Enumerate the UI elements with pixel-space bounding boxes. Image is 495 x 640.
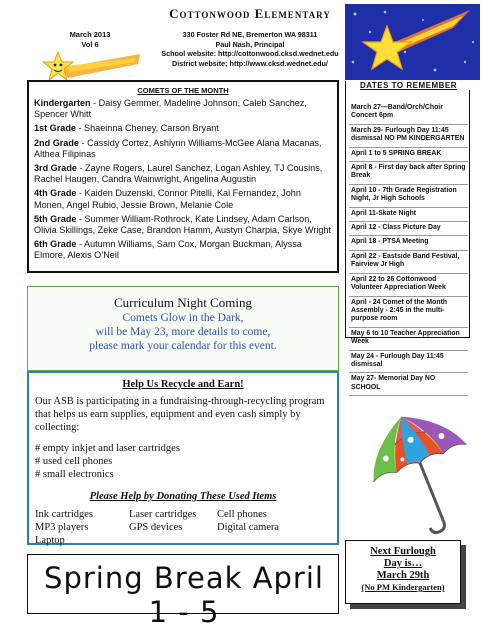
recycle-item: # used cell phones bbox=[35, 456, 113, 467]
comets-of-the-month-box bbox=[27, 80, 339, 273]
grade-entry: 3rd Grade - Zayne Rogers, Laurel Sanchez, Logan Ashley, TJ Cousins, Rachel Haugen, Candra Wainwright, Angelina Augustin bbox=[34, 163, 323, 185]
furlough-line: March 29th bbox=[376, 570, 430, 581]
furlough-line: (No PM Kindergarten) bbox=[361, 582, 445, 592]
curriculum-night-box bbox=[27, 286, 339, 371]
donate-row: MP3 players GPS devices Digital camera bbox=[35, 522, 280, 533]
curriculum-title: Curriculum Night Coming bbox=[114, 295, 252, 310]
date-item: April - 24 Comet of the Month Assembly - 2:45 in the multi-purpose room bbox=[349, 297, 468, 328]
date-item: April 11-Skate Night bbox=[349, 208, 468, 222]
issue-date: March 2013 Vol 6 bbox=[69, 30, 111, 49]
furlough-line: Day is… bbox=[383, 558, 423, 569]
grade-entry: 1st Grade - Shaeinna Cheney, Carson Bryant bbox=[34, 123, 219, 134]
grade-entry: 6th Grade - Autumn Williams, Sam Cox, Morgan Buckman, Alyssa Elmore, Alexis O’Neil bbox=[34, 239, 302, 261]
grade-entry: Kindergarten - Daisy Gemmer, Madeline Johnson, Caleb Sanchez, Spencer Whitt bbox=[34, 98, 307, 120]
date-item: March 29- Furlough Day 11:45 dismissal NO PM KINDERGARTEN bbox=[349, 125, 468, 148]
shooting-star-icon bbox=[345, 2, 480, 80]
donate-row: Ink cartridges Laser cartridges Cell phones bbox=[35, 509, 267, 520]
dates-to-remember-box bbox=[345, 81, 470, 391]
date-item: April 1 to 5 SPRING BREAK bbox=[349, 148, 468, 162]
date-item: April 22 to 26 Cottonwood Volunteer Appreciation Week bbox=[349, 274, 468, 297]
spring-break-text: Spring Break April 1 - 5 bbox=[44, 561, 324, 629]
grade-entry: 5th Grade - Summer William-Rothrock, Kate Lindsey, Adam Carlson, Olivia Skillings, Zeke Case, Brandon Hamm, Austyn Charpia, Skye Wright bbox=[34, 213, 332, 236]
recycle-box bbox=[27, 371, 339, 545]
grade-entry: 4th Grade - Kaiden Duzenski, Connor Pitelli, Kai Fernandez, John Monen, Angel Rubio, Jessie Brown, Melanie Cole bbox=[34, 188, 301, 210]
recycle-item: # empty inkjet and laser cartridges bbox=[35, 443, 180, 454]
school-name: Cottonwood Elementary bbox=[169, 6, 331, 21]
date-item: May 24 - Furlough Day 11:45 dismissal bbox=[349, 351, 468, 374]
date-item: April 8 - First day back after Spring Break bbox=[349, 162, 468, 185]
donate-row: Laptop bbox=[35, 535, 65, 546]
furlough-line: Next Furlough bbox=[370, 546, 436, 557]
date-item: April 12 - Class Picture Day bbox=[349, 222, 468, 236]
comets-title: COMETS OF THE MONTH bbox=[137, 86, 229, 95]
curriculum-line: please mark your calendar for this event. bbox=[89, 340, 277, 352]
grade-entry: 2nd Grade - Cassidy Cortez, Ashlynn Williams-McGee Alana Macanas, Althea Filipinas bbox=[34, 137, 322, 159]
date-item: April 22 - Eastside Band Festival, Fairview Jr High bbox=[349, 251, 468, 274]
date-item: March 27—Band/Orch/Choir Concert 6pm bbox=[349, 102, 468, 125]
date-item: April 10 - 7th Grade Registration Night, Jr High Schools bbox=[349, 185, 468, 208]
date-item: May 27- Memorial Day NO SCHOOL bbox=[349, 373, 468, 396]
furlough-box bbox=[345, 540, 461, 604]
curriculum-line: Comets Glow in the Dark, bbox=[122, 312, 244, 324]
recycle-item: # small electronics bbox=[35, 469, 114, 480]
recycle-title: Help Us Recycle and Earn! bbox=[122, 379, 244, 390]
donate-title: Please Help by Donating These Used Items bbox=[89, 491, 277, 502]
spring-break-banner bbox=[27, 554, 339, 629]
curriculum-line: will be May 23, more details to come, bbox=[95, 326, 271, 338]
umbrella-icon bbox=[360, 408, 480, 538]
date-item: May 6 to 10 Teacher Appreciation Week bbox=[349, 328, 468, 351]
recycle-body: Our ASB is participating in a fundraising-through-recycling program that helps us earn supplies, equipment and even cash simply by collecting: bbox=[35, 396, 325, 433]
date-item: April 18 - PTSA Meeting bbox=[349, 236, 468, 250]
dates-title: DATES TO REMEMBER bbox=[346, 81, 471, 90]
school-info: 330 Foster Rd NE, Bremerton WA 98311 Paul Nash, Principal School website: http://cottonwood.cksd.wednet.edu District website; http://www.cksd.wednet.edu/ bbox=[161, 30, 339, 68]
